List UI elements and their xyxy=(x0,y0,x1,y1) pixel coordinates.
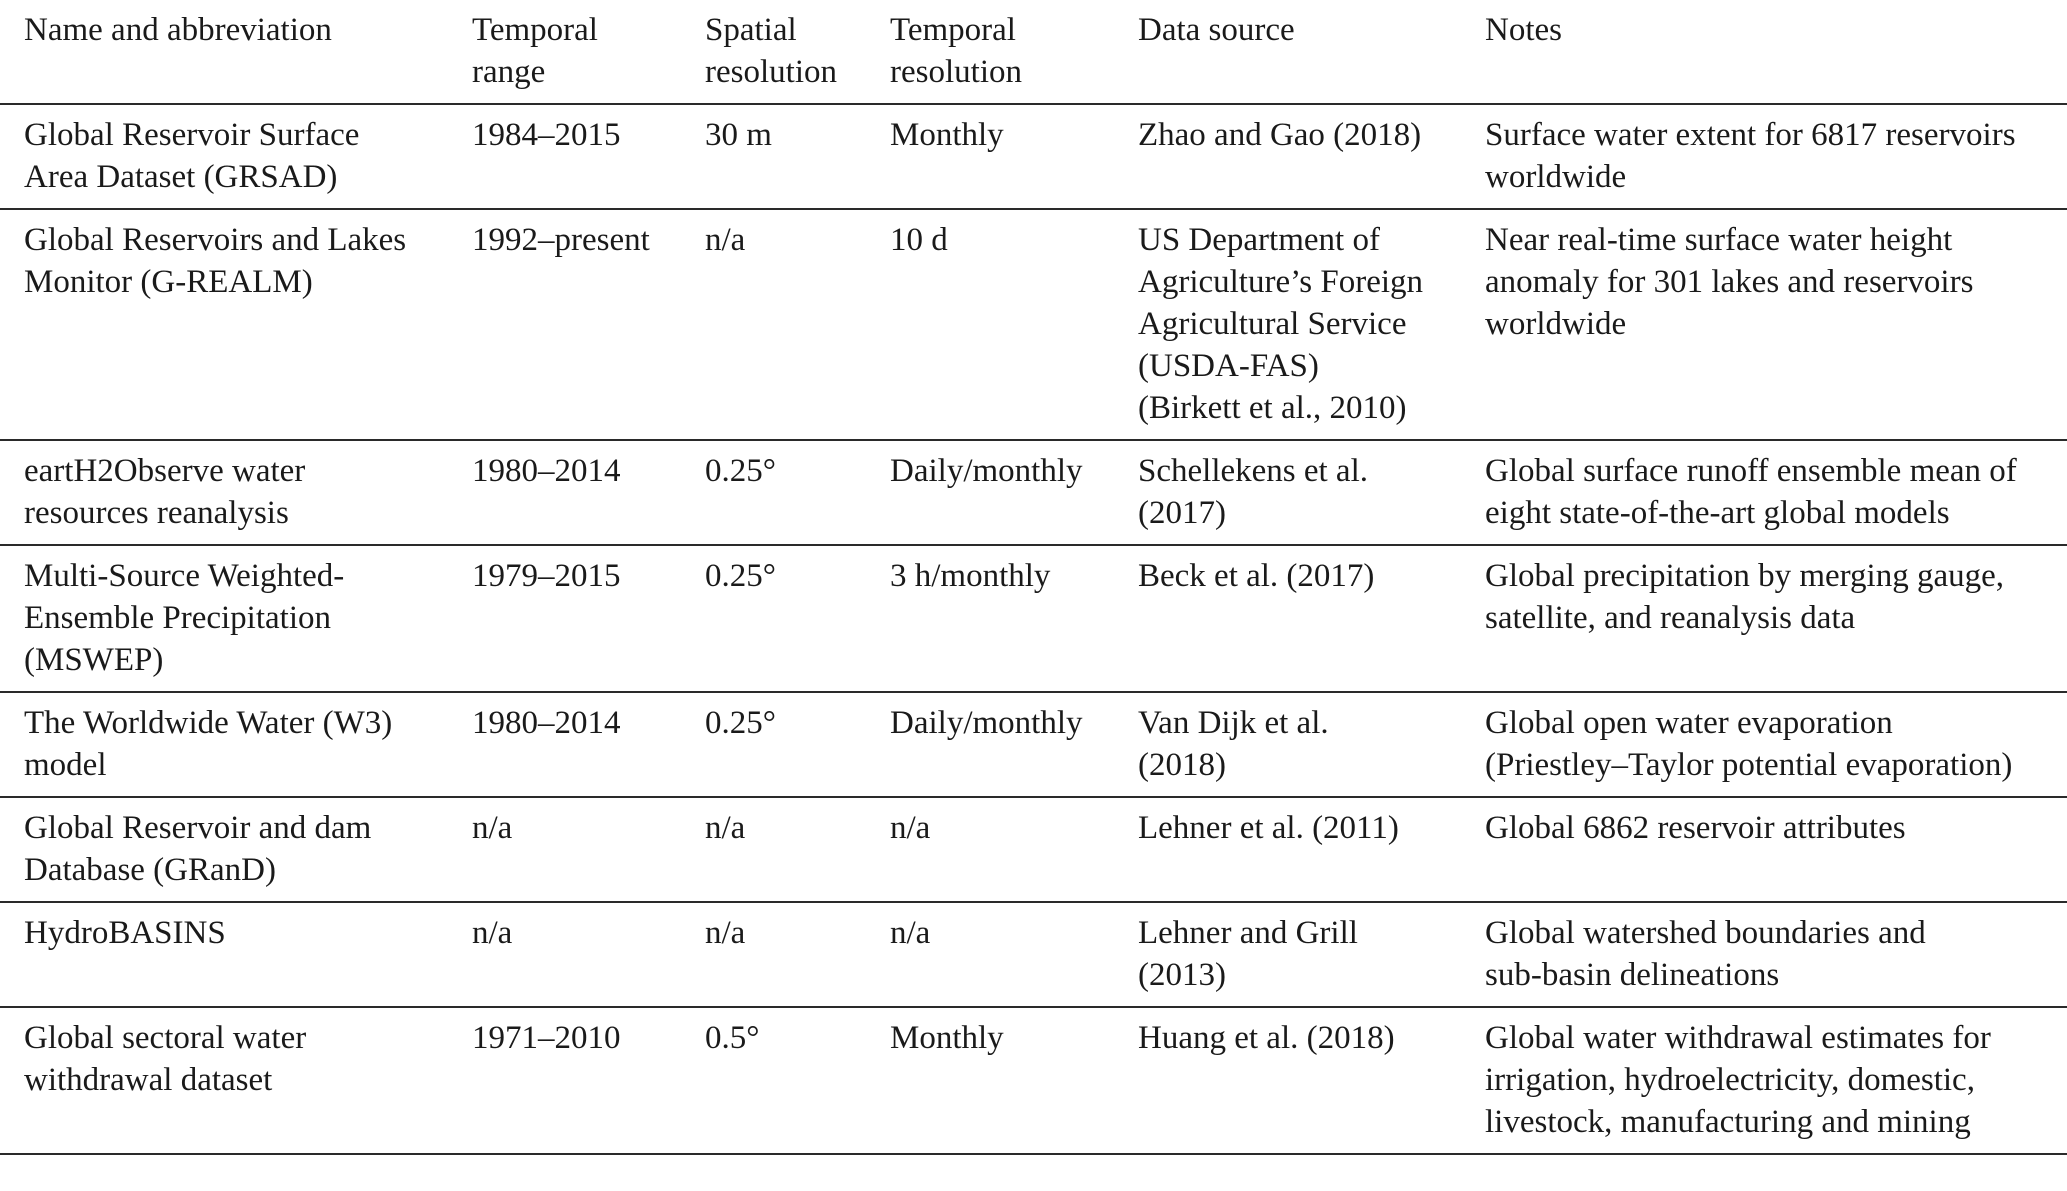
cell-spatial-resolution: 30 m xyxy=(705,117,772,153)
table-row xyxy=(0,545,2067,692)
cell-spatial-resolution: 0.5° xyxy=(705,1020,760,1056)
cell-notes: Global precipitation by merging gauge, satellite, and reanalysis data xyxy=(1485,558,2005,636)
table-body xyxy=(0,104,2067,1154)
cell-data-source: Huang et al. (2018) xyxy=(1138,1020,1395,1056)
table-row xyxy=(0,209,2067,440)
cell-temporal-range: 1980–2014 xyxy=(472,705,621,741)
header-temporal-range: Temporal range xyxy=(472,12,598,90)
header-notes: Notes xyxy=(1485,12,1562,48)
header-temporal-resolution: Temporal resolution xyxy=(890,12,1022,90)
cell-notes: Near real-time surface water height anomaly for 301 lakes and reservoirs worldwide xyxy=(1485,222,1974,342)
cell-name: eartH2Observe water resources reanalysis xyxy=(24,453,306,531)
cell-name: Global Reservoir and dam Database (GRanD) xyxy=(24,810,372,888)
table-row xyxy=(0,902,2067,1007)
cell-name: Global Reservoirs and Lakes Monitor (G-REALM) xyxy=(24,222,407,300)
cell-data-source: Zhao and Gao (2018) xyxy=(1138,117,1422,153)
cell-temporal-resolution: 3 h/monthly xyxy=(890,558,1051,594)
cell-notes: Surface water extent for 6817 reservoirs worldwide xyxy=(1485,117,2016,195)
cell-spatial-resolution: 0.25° xyxy=(705,558,776,594)
cell-spatial-resolution: 0.25° xyxy=(705,453,776,489)
cell-data-source: Lehner et al. (2011) xyxy=(1138,810,1399,846)
table-header xyxy=(0,0,2067,104)
cell-temporal-range: 1984–2015 xyxy=(472,117,621,153)
cell-temporal-range: n/a xyxy=(472,810,513,846)
cell-temporal-resolution: Daily/monthly xyxy=(890,453,1083,489)
cell-temporal-resolution: Monthly xyxy=(890,117,1004,153)
header-data-source: Data source xyxy=(1138,12,1295,48)
cell-name: Multi-Source Weighted- Ensemble Precipitation (MSWEP) xyxy=(24,558,345,678)
cell-temporal-range: n/a xyxy=(472,915,513,951)
cell-spatial-resolution: n/a xyxy=(705,915,746,951)
cell-notes: Global 6862 reservoir attributes xyxy=(1485,810,1906,846)
cell-spatial-resolution: n/a xyxy=(705,810,746,846)
cell-temporal-resolution: 10 d xyxy=(890,222,948,258)
cell-name: Global Reservoir Surface Area Dataset (GRSAD) xyxy=(24,117,360,195)
cell-data-source: Schellekens et al. (2017) xyxy=(1138,453,1369,531)
cell-notes: Global water withdrawal estimates for irrigation, hydroelectricity, domestic, livestock, manufacturing and mining xyxy=(1485,1020,1991,1140)
table-row xyxy=(0,1007,2067,1154)
cell-temporal-resolution: n/a xyxy=(890,810,931,846)
cell-name: HydroBASINS xyxy=(24,915,226,951)
cell-notes: Global open water evaporation (Priestley–Taylor potential evaporation) xyxy=(1485,705,2013,783)
cell-temporal-range: 1971–2010 xyxy=(472,1020,621,1056)
cell-temporal-resolution: Daily/monthly xyxy=(890,705,1083,741)
cell-data-source: Lehner and Grill (2013) xyxy=(1138,915,1358,993)
cell-temporal-range: 1979–2015 xyxy=(472,558,621,594)
cell-notes: Global watershed boundaries and sub-basin delineations xyxy=(1485,915,1926,993)
cell-data-source: Van Dijk et al. (2018) xyxy=(1138,705,1329,783)
cell-data-source: US Department of Agriculture’s Foreign Agricultural Service (USDA-FAS) (Birkett et al., 2010) xyxy=(1138,222,1424,426)
cell-temporal-range: 1992–present xyxy=(472,222,650,258)
cell-data-source: Beck et al. (2017) xyxy=(1138,558,1375,594)
cell-name: The Worldwide Water (W3) model xyxy=(24,705,393,783)
header-spatial-resolution: Spatial resolution xyxy=(705,12,837,90)
cell-temporal-range: 1980–2014 xyxy=(472,453,621,489)
cell-spatial-resolution: 0.25° xyxy=(705,705,776,741)
cell-temporal-resolution: Monthly xyxy=(890,1020,1004,1056)
table-row xyxy=(0,440,2067,545)
cell-name: Global sectoral water withdrawal dataset xyxy=(24,1020,307,1098)
cell-spatial-resolution: n/a xyxy=(705,222,746,258)
cell-temporal-resolution: n/a xyxy=(890,915,931,951)
header-row xyxy=(0,0,2067,104)
header-name: Name and abbreviation xyxy=(24,12,332,48)
cell-notes: Global surface runoff ensemble mean of eight state-of-the-art global models xyxy=(1485,453,2017,531)
table-row xyxy=(0,797,2067,902)
table-row xyxy=(0,104,2067,209)
table-row xyxy=(0,692,2067,797)
